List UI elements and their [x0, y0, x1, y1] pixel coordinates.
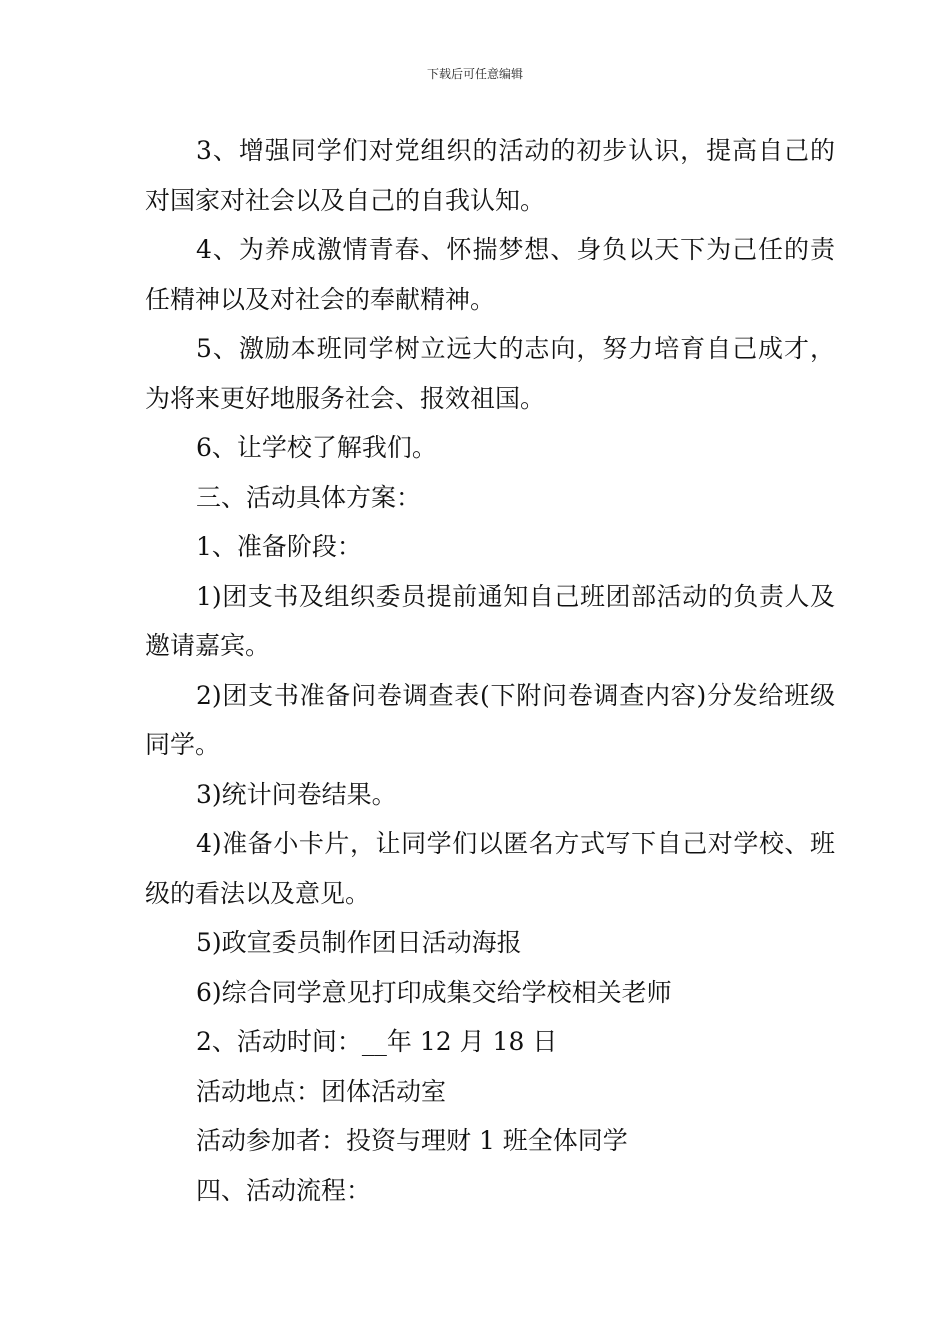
- activity-time: 2、活动时间：__年 12 月 18 日: [196, 1027, 558, 1056]
- prep-item-2: 2)团支书准备问卷调查表(下附问卷调查内容)分发给班级同学。: [145, 680, 835, 759]
- page-header-note: 下载后可任意编辑: [426, 67, 523, 81]
- paragraph-goal-6: 6、让学校了解我们。: [196, 433, 437, 462]
- prep-item-6: 6)综合同学意见打印成集交给学校相关老师: [196, 977, 672, 1007]
- prep-item-4: 4)准备小卡片，让同学们以匿名方式写下自己对学校、班级的看法以及意见。: [145, 829, 835, 908]
- paragraph-goal-5: 5、激励本班同学树立远大的志向，努力培育自己成才，为将来更好地服务社会、报效祖国。: [145, 334, 835, 413]
- activity-location: 活动地点：团体活动室: [196, 1076, 447, 1106]
- paragraph-goal-3: 3、增强同学们对党组织的活动的初步认识，提高自己的对国家对社会以及自己的自我认知。: [145, 136, 835, 215]
- activity-participants: 活动参加者：投资与理财 1 班全体同学: [196, 1126, 628, 1155]
- section-heading-process: 四、活动流程：: [196, 1175, 372, 1205]
- subheading-preparation: 1、准备阶段：: [196, 532, 362, 561]
- prep-item-3: 3)统计问卷结果。: [196, 779, 397, 809]
- prep-item-5: 5)政宣委员制作团日活动海报: [196, 928, 522, 957]
- prep-item-1: 1)团支书及组织委员提前通知自己班团部活动的负责人及邀请嘉宾。: [145, 581, 835, 660]
- document-body: [145, 126, 835, 1215]
- section-heading-plan: 三、活动具体方案：: [196, 482, 422, 512]
- paragraph-goal-4: 4、为养成激情青春、怀揣梦想、身负以天下为己任的责任精神以及对社会的奉献精神。: [145, 235, 835, 314]
